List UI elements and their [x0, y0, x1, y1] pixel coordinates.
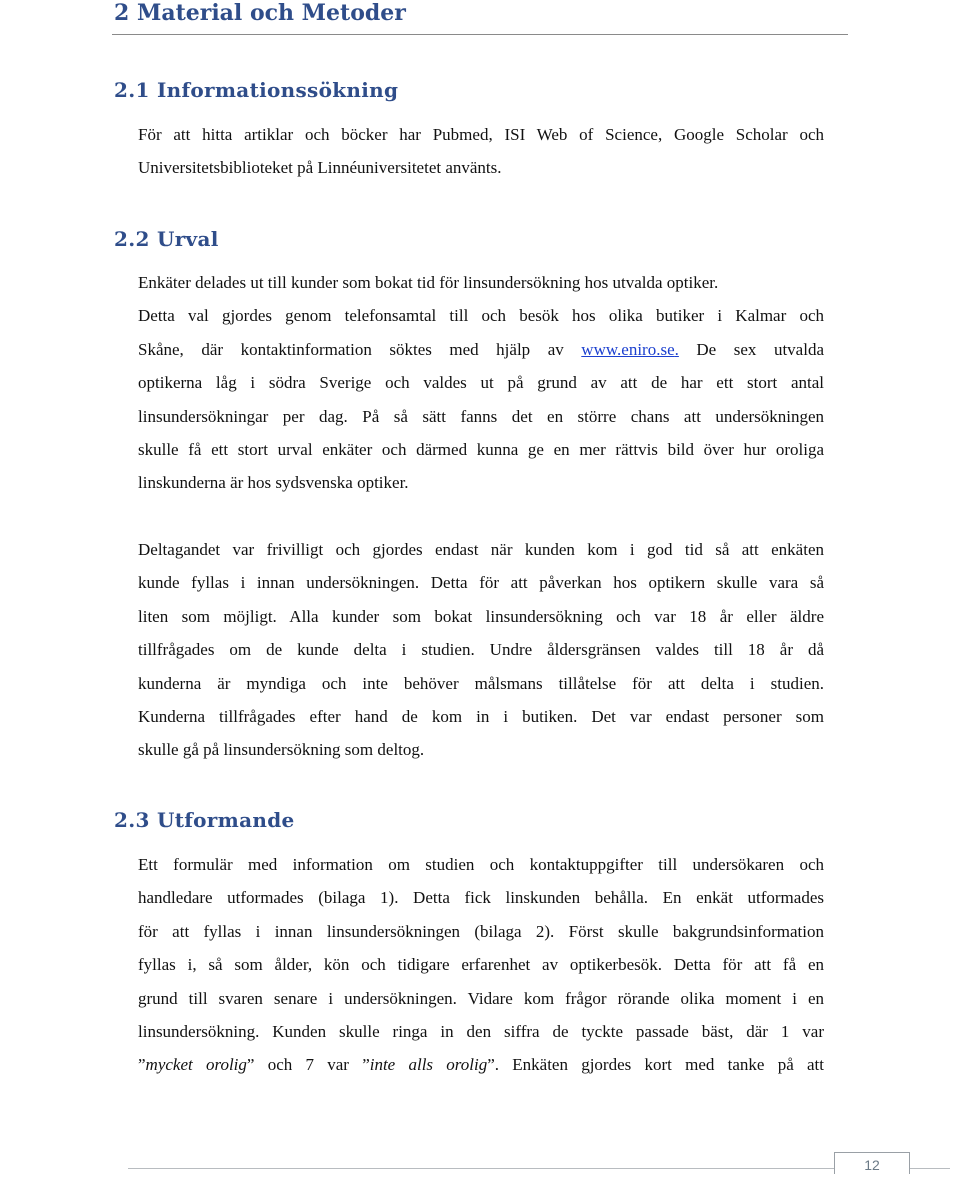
quote-mark: ”	[487, 1055, 495, 1075]
footer-rule	[910, 1168, 950, 1169]
text-line: Detta val gjordes genom telefonsamtal till och besök hos olika butiker i Kalmar och	[138, 306, 824, 326]
page-number: 12	[834, 1152, 910, 1174]
quote-mark: ”	[362, 1055, 370, 1075]
section-heading-2-2	[114, 225, 219, 253]
text-fragment: De sex utvalda	[678, 339, 824, 359]
section-number: 2.1	[114, 78, 150, 102]
text-line: Deltagandet var frivilligt och gjordes endast när kunden kom i god tid så att enkäten	[138, 540, 824, 559]
text-line: skulle gå på linsundersökning som deltog.	[138, 740, 425, 760]
text-line: linsundersökningar per dag. På så sätt fanns det en större chans att undersökningen	[138, 406, 824, 426]
section-heading-2-1	[114, 76, 398, 104]
text-line: fyllas i, så som ålder, kön och tidigare erfarenhet av optikerbesök. Detta för att få en	[138, 955, 824, 975]
text-line: linskunderna är hos sydsvenska optiker.	[138, 473, 409, 493]
section-title: Informationssökning	[156, 78, 399, 102]
text-line: handledare utformades (bilaga 1). Detta fick linskunden behålla. En enkät utformades	[138, 888, 824, 908]
paragraph-selection-1	[138, 266, 824, 500]
heading-rule	[112, 34, 848, 35]
section-title: Utformande	[156, 808, 295, 832]
italic-phrase: inte alls orolig	[369, 1055, 488, 1075]
text-line: Enkäter delades ut till kunder som bokat tid för linsundersökning hos utvalda optiker.	[138, 273, 719, 292]
text-line: Kunderna tillfrågades efter hand de kom in i butiken. Det var endast personer som	[138, 707, 824, 727]
section-title: Urval	[156, 227, 219, 251]
chapter-heading: 2 Material och Metoder	[114, 0, 406, 26]
paragraph-selection-2	[138, 533, 824, 767]
text-line: tillfrågades om de kunde delta i studien. Undre åldersgränsen valdes till 18 år då	[138, 640, 824, 660]
paragraph-information-search	[138, 118, 824, 185]
link-text: www.eniro.se	[581, 339, 675, 359]
text-line: kunde fyllas i innan undersökningen. Detta för att påverkan hos optikern skulle vara så	[138, 573, 824, 593]
text-fragment: . Enkäten gjordes kort med tanke på att	[494, 1055, 824, 1075]
text-line: Ett formulär med information om studien och kontaktuppgifter till undersökaren och	[138, 855, 824, 874]
text-line: grund till svaren senare i undersökningen. Vidare kom frågor rörande olika moment i en	[138, 988, 824, 1008]
text-line: Universitetsbiblioteket på Linnéuniversitetet använts.	[138, 158, 502, 178]
section-number: 2.3	[114, 808, 150, 832]
text-line: skulle få ett stort urval enkäter och därmed kunna ge en mer rättvis bild över hur oroliga	[138, 440, 824, 460]
footer-rule	[128, 1168, 834, 1169]
section-heading-2-3	[114, 806, 295, 834]
paragraph-design	[138, 848, 824, 1082]
eniro-link[interactable]	[581, 340, 674, 359]
link-period[interactable]: .	[674, 339, 679, 359]
text-line: liten som möjligt. Alla kunder som bokat linsundersökning och var 18 år eller äldre	[138, 606, 824, 626]
text-line: För att hitta artiklar och böcker har Pubmed, ISI Web of Science, Google Scholar och	[138, 125, 824, 144]
italic-phrase: mycket orolig	[145, 1055, 247, 1075]
text-fragment: och 7 var	[254, 1055, 363, 1075]
text-line: linsundersökning. Kunden skulle ringa in den siffra de tyckte passade bäst, där 1 var	[138, 1022, 824, 1042]
text-line: för att fyllas i innan linsundersökningen (bilaga 2). Först skulle bakgrundsinformation	[138, 921, 824, 941]
text-fragment: Skåne, där kontaktinformation söktes med hjälp av	[138, 339, 582, 359]
quote-mark: ”	[246, 1055, 255, 1075]
text-line-with-italics	[138, 1048, 824, 1081]
text-line: optikerna låg i södra Sverige och valdes ut på grund av att de har ett stort antal	[138, 373, 824, 393]
text-line-with-link	[138, 333, 824, 366]
text-line: kunderna är myndiga och inte behöver målsmans tillåtelse för att delta i studien.	[138, 673, 824, 693]
quote-mark: ”	[138, 1055, 146, 1075]
section-number: 2.2	[114, 227, 150, 251]
